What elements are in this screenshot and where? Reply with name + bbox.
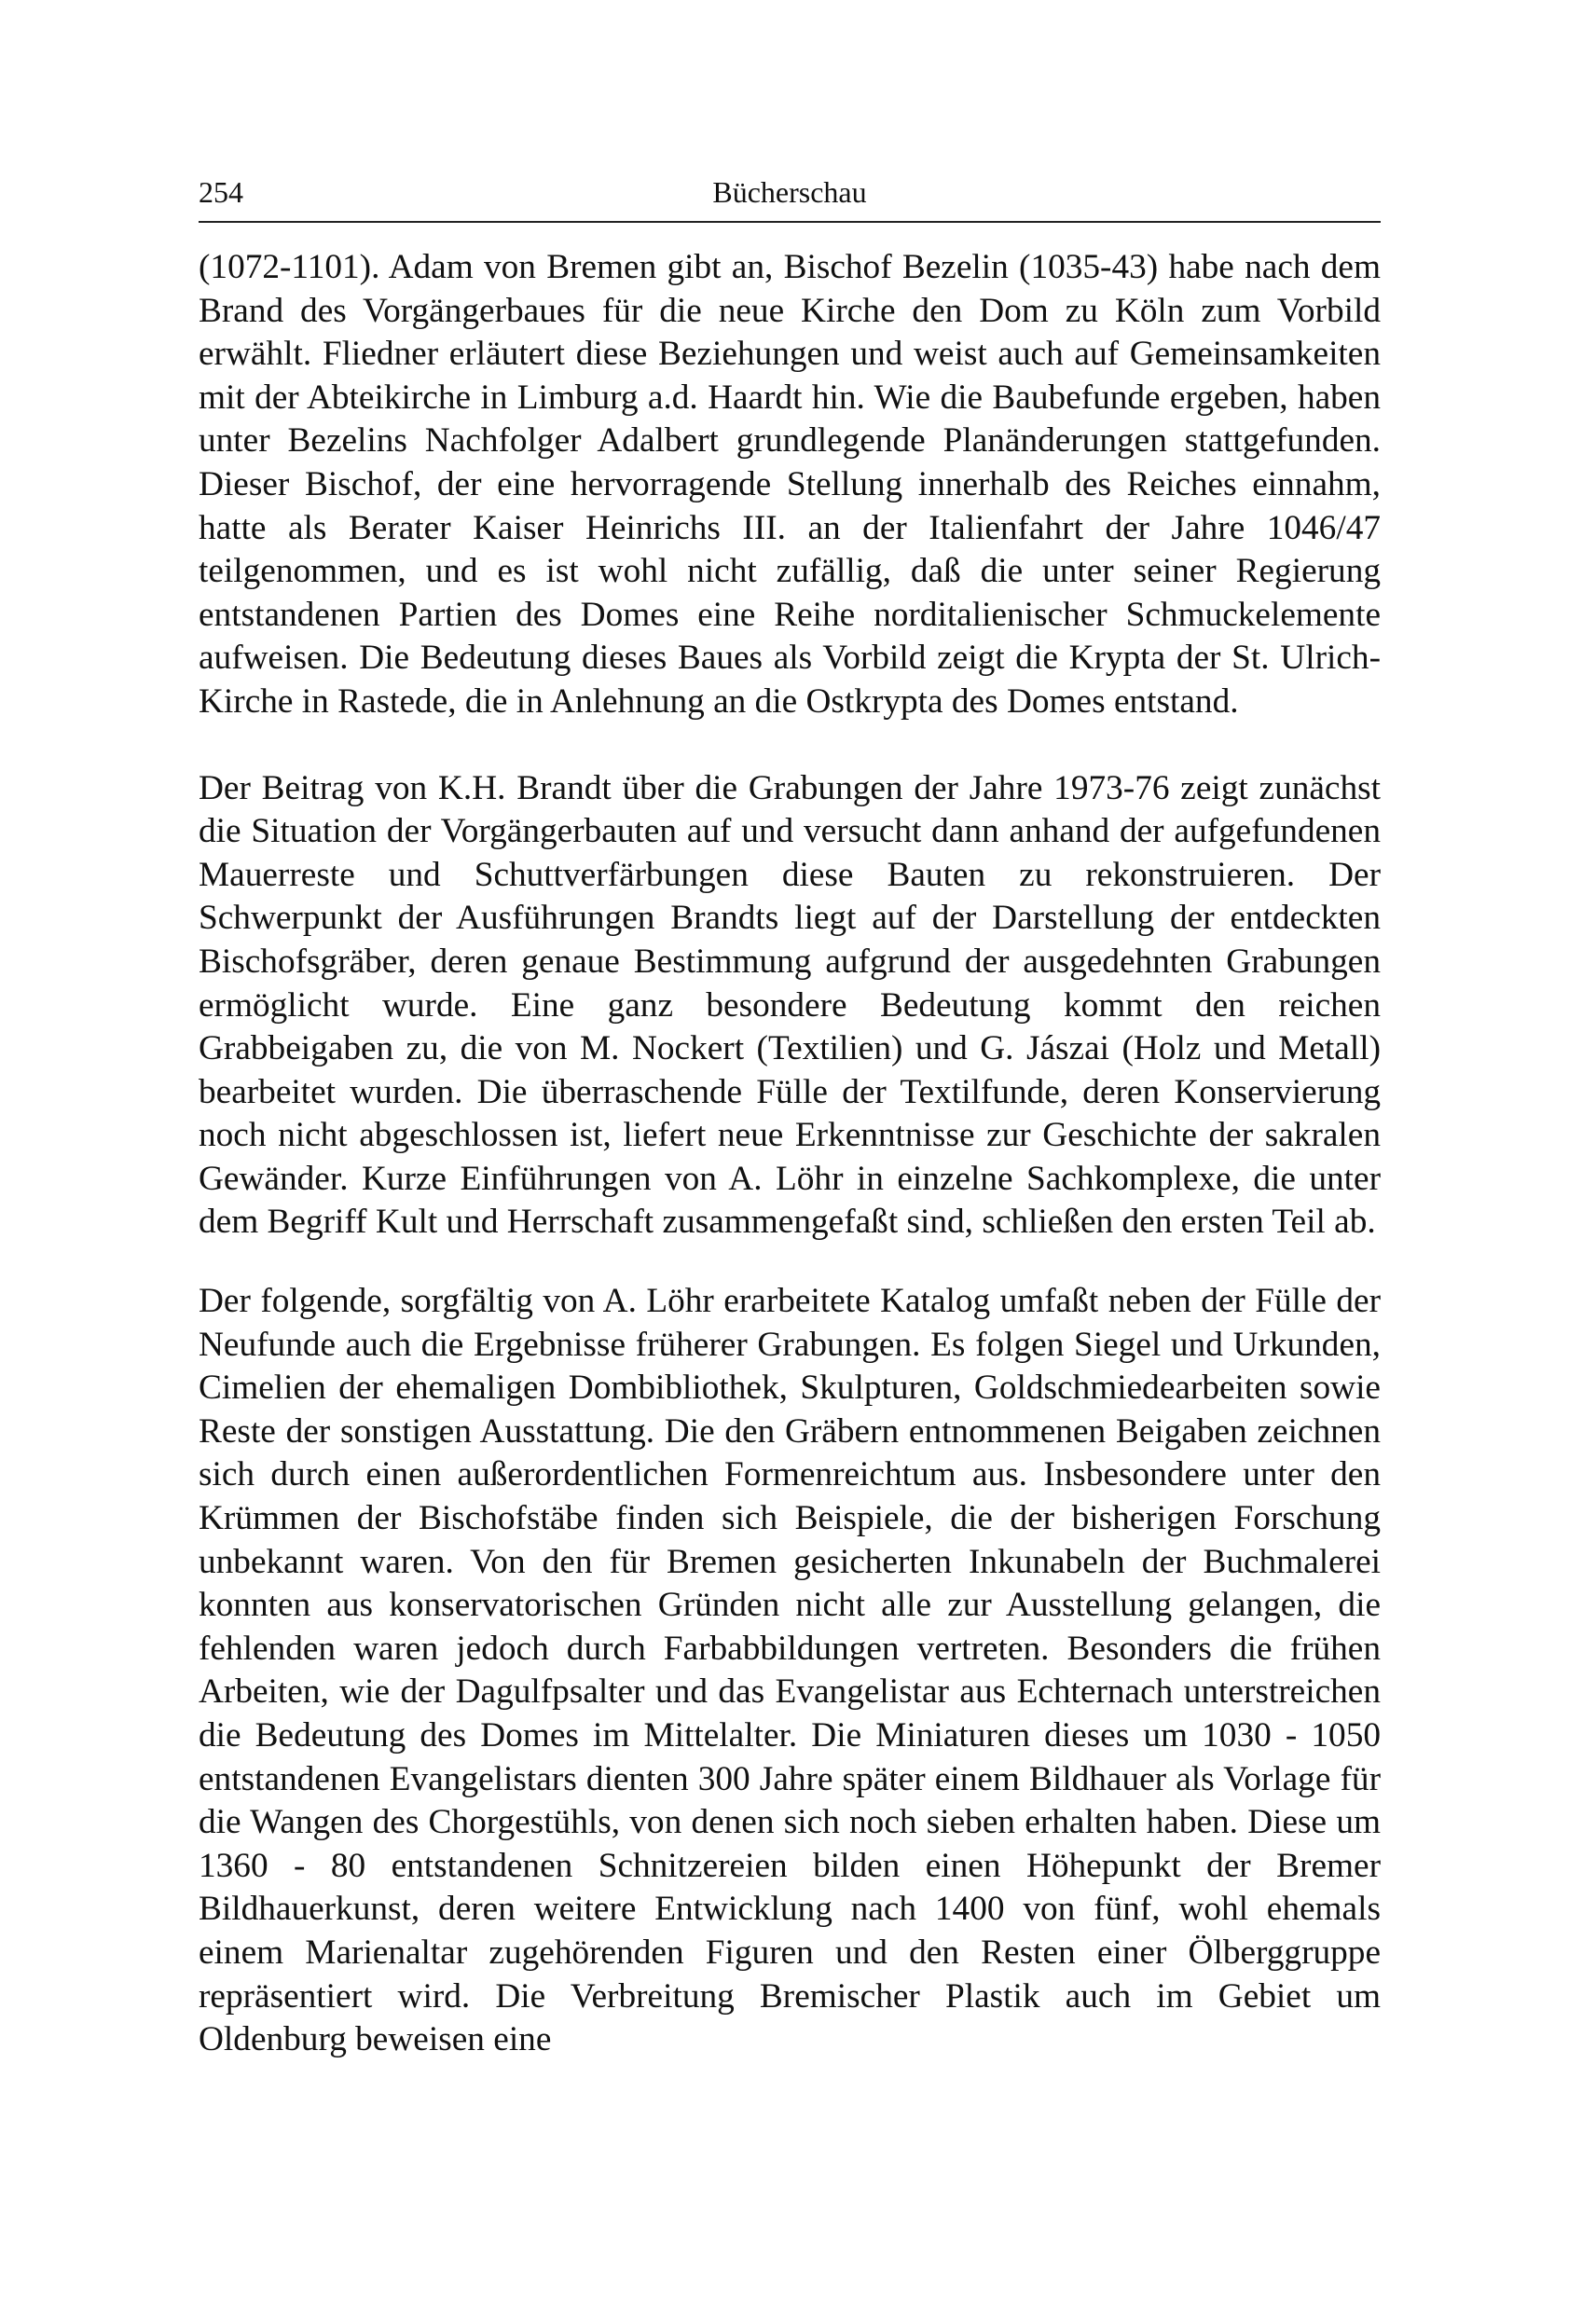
paragraph: Der folgende, sorgfältig von A. Löhr erarbeitete Katalog umfaßt neben der Fülle der Neufunde auch die Ergebnisse früherer Grabungen. Es folgen Siegel und Urkunden, Cimelien der ehemaligen Dombibliothek, Skulpturen, Goldschmiedearbeiten sowie Reste der sonstigen Ausstattung. Die den Gräbern entnommenen Beigaben zeichnen sich durch einen außerordentlichen Formenreichtum aus. Insbesondere unter den Krümmen der Bischofstäbe finden sich Beispiele, die der bisherigen Forschung unbekannt waren. Von den für Bremen gesicherten Inkunabeln der Buchmalerei konnten aus konservatorischen Gründen nicht alle zur Ausstellung gelangen, die fehlenden waren jedoch durch Farbabbildungen vertreten. Besonders die frühen Arbeiten, wie der Dagulfpsalter und das Evangelistar aus Echternach unterstreichen die Bedeutung des Domes im Mittelalter. Die Miniaturen dieses um 1030 - 1050 entstandenen Evangelistars dienten 300 Jahre später einem Bildhauer als Vorlage für die Wangen des Chorgestühls, von denen sich noch sieben erhalten haben. Diese um 1360 - 80 entstandenen Schnitzereien bilden einen Höhepunkt der Bremer Bildhauerkunst, deren weitere Entwicklung nach 1400 von fünf, wohl ehemals einem Marienaltar zugehörenden Figuren und den Resten einer Ölberggruppe repräsentiert wird. Die Verbreitung Bremischer Plastik auch im Gebiet um Oldenburg beweisen eine [199,1282,1381,2059]
body-text [199,246,1381,2062]
running-head: Bücherschau [712,175,867,209]
paragraph: Der Beitrag von K.H. Brandt über die Grabungen der Jahre 1973-76 zeigt zunächst die Situation der Vorgängerbauten auf und versucht dann anhand der aufgefundenen Mauerreste und Schuttverfärbungen diese Bauten zu rekonstruieren. Der Schwerpunkt der Ausführungen Brandts liegt auf der Darstellung der entdeckten Bischofsgräber, deren genaue Bestimmung aufgrund der ausgedehnten Grabungen ermöglicht wurde. Eine ganz besondere Bedeutung kommt den reichen Grabbeigaben zu, die von M. Nockert (Textilien) und G. Jászai (Holz und Metall) bearbeitet wurden. Die überraschende Fülle der Textilfunde, deren Konservierung noch nicht abgeschlossen ist, liefert neue Erkenntnisse zur Geschichte der sakralen Gewänder. Kurze Einführungen von A. Löhr in einzelne Sachkomplexe, die unter dem Begriff Kult und Herrschaft zusammengefaßt sind, schließen den ersten Teil ab. [199,768,1381,1242]
page-number: 254 [199,175,243,209]
paragraph: (1072-1101). Adam von Bremen gibt an, Bischof Bezelin (1035-43) habe nach dem Brand des Vorgängerbaues für die neue Kirche den Dom zu Köln zum Vorbild erwählt. Fliedner erläutert diese Beziehungen und weist auch auf Gemeinsamkeiten mit der Abteikirche in Limburg a.d. Haardt hin. Wie die Baubefunde ergeben, haben unter Bezelins Nachfolger Adalbert grundlegende Planänderungen stattgefunden. Dieser Bischof, der eine hervorragende Stellung innerhalb des Reiches einnahm, hatte als Berater Kaiser Heinrichs III. an der Italienfahrt der Jahre 1046/47 teilgenommen, und es ist wohl nicht zufällig, daß die unter seiner Regierung entstandenen Partien des Domes eine Reihe norditalienischer Schmuckelemente aufweisen. Die Bedeutung dieses Baues als Vorbild zeigt die Krypta der St. Ulrich-Kirche in Rastede, die in Anlehnung an die Ostkrypta des Domes entstand. [199,248,1381,721]
header-rule [199,221,1381,223]
page-header [199,170,1381,214]
